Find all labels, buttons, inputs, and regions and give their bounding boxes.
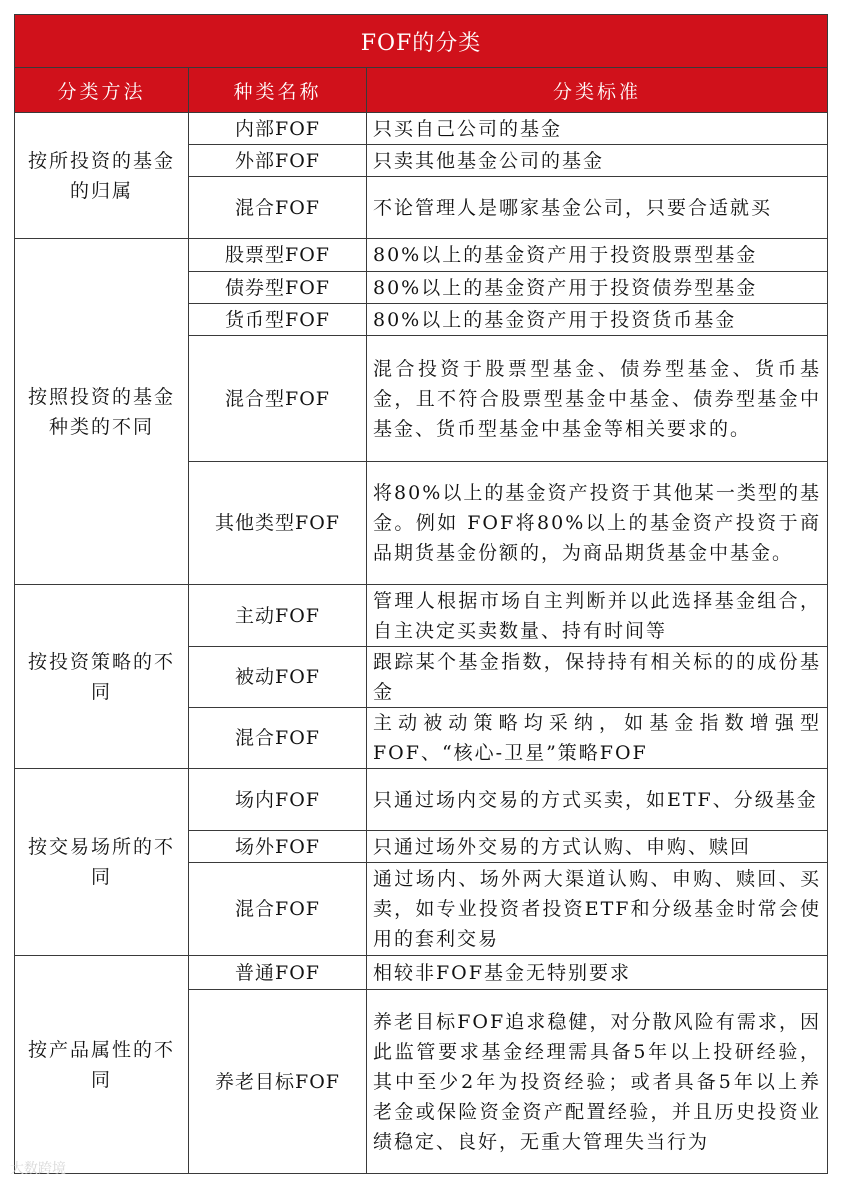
type-standard: 80%以上的基金资产用于投资货币基金 [367, 304, 828, 336]
table-row [15, 956, 828, 990]
table-row [15, 113, 828, 145]
type-name: 混合FOF [189, 708, 367, 769]
fof-classification-table-wrapper [14, 14, 827, 1174]
type-name: 股票型FOF [189, 239, 367, 272]
header-method: 分类方法 [15, 68, 189, 113]
type-name: 债券型FOF [189, 272, 367, 304]
type-name: 场外FOF [189, 831, 367, 863]
type-standard: 主动被动策略均采纳，如基金指数增强型FOF、“核心-卫星”策略FOF [367, 708, 828, 769]
group-method-attribute: 按产品属性的不同 [15, 956, 189, 1174]
type-standard: 混合投资于股票型基金、债券型基金、货币基金，且不符合股票型基金中基金、债券型基金中基金、货币型基金中基金等相关要求的。 [367, 336, 828, 462]
type-standard: 只卖其他基金公司的基金 [367, 145, 828, 177]
table-row [15, 769, 828, 831]
type-standard: 相较非FOF基金无特别要求 [367, 956, 828, 990]
type-standard: 将80%以上的基金资产投资于其他某一类型的基金。例如 FOF将80%以上的基金资产投资于商品期货基金份额的，为商品期货基金中基金。 [367, 462, 828, 585]
type-name: 外部FOF [189, 145, 367, 177]
group-method-fund-type: 按照投资的基金种类的不同 [15, 239, 189, 585]
type-name: 被动FOF [189, 647, 367, 708]
type-name: 混合型FOF [189, 336, 367, 462]
watermark-text: 大数跨境 [10, 1161, 66, 1177]
type-standard: 只通过场内交易的方式买卖，如ETF、分级基金 [367, 769, 828, 831]
table-row [15, 239, 828, 272]
type-name: 普通FOF [189, 956, 367, 990]
type-standard: 不论管理人是哪家基金公司，只要合适就买 [367, 177, 828, 239]
table-title: FOF的分类 [15, 15, 828, 68]
type-name: 其他类型FOF [189, 462, 367, 585]
type-name: 养老目标FOF [189, 990, 367, 1174]
type-name: 混合FOF [189, 177, 367, 239]
type-standard: 管理人根据市场自主判断并以此选择基金组合，自主决定买卖数量、持有时间等 [367, 585, 828, 647]
type-name: 场内FOF [189, 769, 367, 831]
type-standard: 通过场内、场外两大渠道认购、申购、赎回、买卖，如专业投资者投资ETF和分级基金时常会使用的套利交易 [367, 863, 828, 956]
type-name: 混合FOF [189, 863, 367, 956]
type-standard: 跟踪某个基金指数，保持持有相关标的的成份基金 [367, 647, 828, 708]
table-row [15, 585, 828, 647]
type-name: 货币型FOF [189, 304, 367, 336]
group-method-ownership: 按所投资的基金的归属 [15, 113, 189, 239]
group-method-strategy: 按投资策略的不同 [15, 585, 189, 769]
type-standard: 80%以上的基金资产用于投资股票型基金 [367, 239, 828, 272]
fof-classification-table [14, 14, 828, 1174]
type-standard: 80%以上的基金资产用于投资债券型基金 [367, 272, 828, 304]
header-standard: 分类标准 [367, 68, 828, 113]
type-standard: 只通过场外交易的方式认购、申购、赎回 [367, 831, 828, 863]
header-name: 种类名称 [189, 68, 367, 113]
group-method-venue: 按交易场所的不同 [15, 769, 189, 956]
type-name: 主动FOF [189, 585, 367, 647]
type-standard: 只买自己公司的基金 [367, 113, 828, 145]
type-name: 内部FOF [189, 113, 367, 145]
type-standard: 养老目标FOF追求稳健，对分散风险有需求，因此监管要求基金经理需具备5年以上投研经验，其中至少2年为投资经验；或者具备5年以上养老金或保险资金资产配置经验，并且历史投资业绩稳定、良好，无重大管理失当行为 [367, 990, 828, 1174]
